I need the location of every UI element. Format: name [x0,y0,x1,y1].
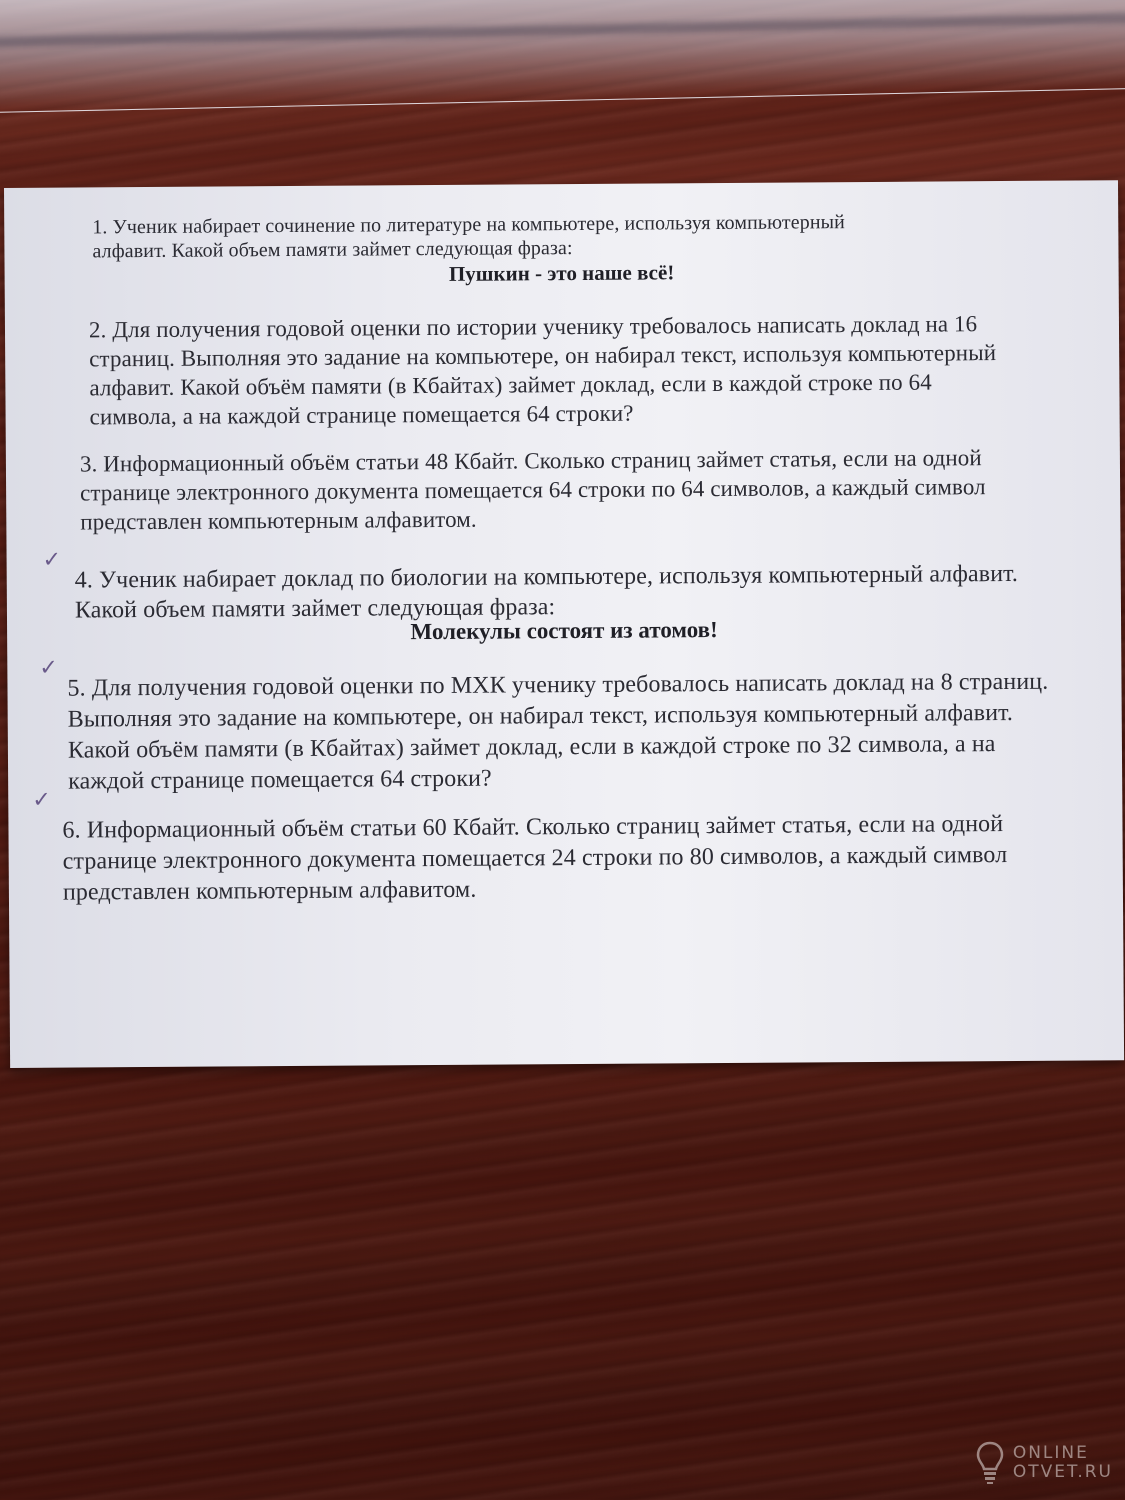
task-2-line-3: алфавит. Какой объём памяти (в Кбайтах) займет доклад, если в каждой строке по 64 [89,369,932,401]
task-6-line-1: 6. Информационный объём статьи 60 Кбайт. Сколько страниц займет статья, если на одной [62,811,1004,844]
task-2-line-1: 2. Для получения годовой оценки по истории ученику требовалось написать доклад на 16 [88,311,978,343]
task-3-line-3: представлен компьютерным алфавитом. [80,506,477,535]
task-4-line-2: Какой объем памяти займет следующая фраза: [74,594,556,624]
task-5 [67,667,1052,798]
task-1-line-1: 1. Ученик набирает сочинение по литературе на компьютере, используя компьютерный [92,211,846,239]
task-2-line-4: символа, а на каждой странице помещается 64 строки? [89,400,634,430]
lightbulb-icon [975,1440,1005,1486]
task-6-line-3: представлен компьютерным алфавитом. [62,876,477,906]
task-2-line-2: страниц. Выполняя это задание на компьютере, он набирал текст, используя компьютерный [89,340,997,372]
plastic-bag-edge [0,0,1125,113]
check-mark-6: ✓ [32,787,51,813]
task-5-line-4: каждой странице помещается 64 строки? [68,765,492,795]
task-3 [80,443,1041,537]
worksheet-paper [4,180,1124,1068]
task-5-line-1: 5. Для получения годовой оценки по МХК ученику требовалось написать доклад на 8 страниц. [67,668,1049,702]
task-5-line-3: Какой объём памяти (в Кбайтах) займет доклад, если в каждой строке по 32 символа, а на [67,731,996,764]
task-5-line-2: Выполняя это задание на компьютере, он набирал текст, используя компьютерный алфавит. [67,699,1014,733]
task-3-line-2: странице электронного документа помещается 64 строки по 64 символов, а каждый символ [80,474,986,506]
task-1-phrase: Пушкин - это наше всё! [448,260,675,286]
task-4-line-1: 4. Ученик набирает доклад по биологии на компьютере, используя компьютерный алфавит. [74,560,1019,594]
task-4-phrase: Молекулы состоят из атомов! [410,617,718,645]
task-1 [92,209,1024,264]
watermark [975,1440,1113,1486]
task-6-line-2: странице электронного документа помещается 24 строки по 80 символов, а каждый символ [62,842,1008,875]
task-1-line-2: алфавит. Какой объем памяти займет следующая фраза: [92,237,573,263]
watermark-text [1013,1444,1113,1482]
task-3-line-1: 3. Информационный объём статьи 48 Кбайт. Сколько страниц займет статья, если на одной [79,445,982,477]
watermark-line-1: ONLINE [1012,1443,1089,1463]
task-2 [89,309,1034,432]
task-6 [62,808,1087,908]
check-mark-5: ✓ [39,655,58,681]
watermark-line-2: OTVET.RU [1012,1462,1113,1482]
check-mark-4: ✓ [42,547,62,573]
